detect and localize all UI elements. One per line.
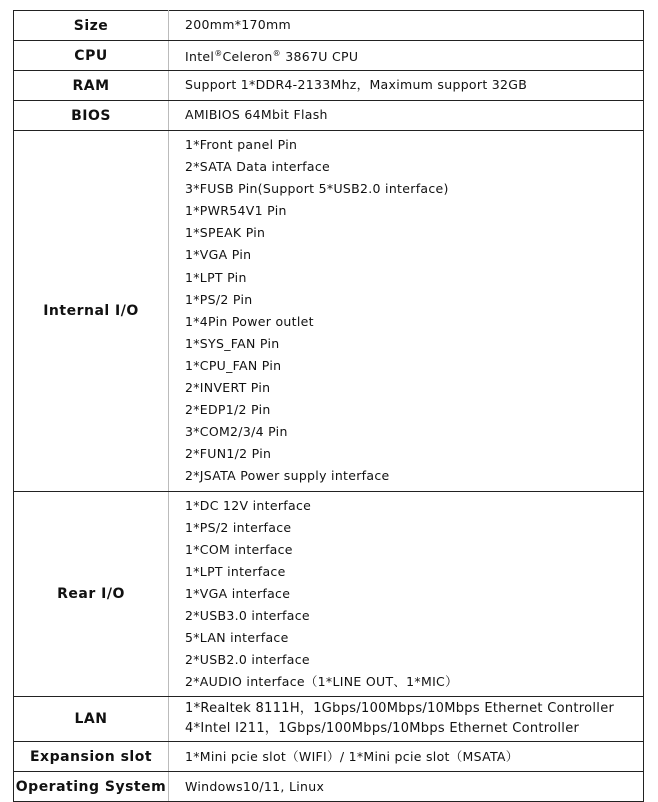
spec-value-line: 1*Realtek 8111H，1Gbps/100Mbps/10Mbps Ethernet Controller [185, 701, 615, 717]
spec-value-line: Support 1*DDR4-2133Mhz，Maximum support 32GB [185, 77, 528, 93]
spec-value [169, 71, 644, 101]
spec-value [169, 697, 644, 742]
registered-mark: ® [272, 48, 281, 58]
spec-value-line: 2*USB2.0 interface [185, 652, 310, 668]
cpu-value-line [185, 43, 643, 68]
spec-value [169, 742, 644, 772]
spec-value-line: 1*Mini pcie slot（WIFI）/ 1*Mini pcie slot（MSATA） [185, 748, 519, 764]
spec-row-bios [14, 101, 644, 131]
spec-value-line: 1*COM interface [185, 541, 293, 557]
spec-row-rear-io [14, 491, 644, 697]
spec-row-internal-io [14, 131, 644, 492]
spec-table [13, 10, 644, 802]
spec-value-line: 1*PS/2 interface [185, 519, 292, 535]
spec-value-line: 1*LPT Pin [185, 269, 247, 285]
spec-label: Internal I/O [14, 131, 169, 492]
spec-value-line: 2*SATA Data interface [185, 159, 331, 175]
spec-row-operating-system [14, 772, 644, 802]
cpu-line: Celeron [222, 49, 273, 65]
spec-label: LAN [14, 697, 169, 742]
spec-label: BIOS [14, 101, 169, 131]
spec-value-line: 1*LPT interface [185, 563, 286, 579]
spec-value-line: 1*Front panel Pin [185, 137, 298, 152]
spec-value-line: 1*CPU_FAN Pin [185, 357, 282, 373]
spec-value-line: AMIBIOS 64Mbit Flash [185, 107, 328, 123]
spec-value-line: 1*VGA Pin [185, 247, 252, 263]
spec-label: Operating System [14, 772, 169, 802]
spec-value-line: 2*USB3.0 interface [185, 607, 310, 623]
cpu-brand: Intel [185, 49, 215, 65]
spec-value-line: 1*PWR54V1 Pin [185, 203, 287, 219]
spec-value-line: 1*4Pin Power outlet [185, 313, 314, 329]
spec-row-size [14, 11, 644, 41]
spec-value-line: 200mm*170mm [185, 17, 291, 33]
spec-value [169, 11, 644, 41]
spec-value-line: 2*FUN1/2 Pin [185, 446, 272, 462]
spec-value [169, 41, 644, 71]
spec-label: Size [14, 11, 169, 41]
spec-row-cpu [14, 41, 644, 71]
spec-value [169, 491, 644, 697]
spec-row-lan [14, 697, 644, 742]
spec-value-line: 2*EDP1/2 Pin [185, 402, 271, 418]
spec-value [169, 131, 644, 492]
spec-value-line: 3*FUSB Pin(Support 5*USB2.0 interface) [185, 181, 449, 197]
spec-value-line: 2*JSATA Power supply interface [185, 468, 390, 484]
spec-label: Expansion slot [14, 742, 169, 772]
spec-value-line: 5*LAN interface [185, 630, 289, 646]
spec-value [169, 772, 644, 802]
spec-value-line: 1*DC 12V interface [185, 497, 312, 513]
spec-value-line: 1*SYS_FAN Pin [185, 335, 280, 351]
spec-row-expansion-slot [14, 742, 644, 772]
spec-label: Rear I/O [14, 491, 169, 697]
spec-value-line: 2*INVERT Pin [185, 380, 271, 396]
spec-value-line: 1*PS/2 Pin [185, 291, 253, 307]
spec-value-line: 1*SPEAK Pin [185, 225, 266, 241]
spec-row-ram [14, 71, 644, 101]
spec-value-line: 4*Intel I211，1Gbps/100Mbps/10Mbps Ethernet Controller [185, 721, 580, 737]
spec-value-line: Windows10/11, Linux [185, 778, 325, 794]
spec-label: RAM [14, 71, 169, 101]
cpu-model: 3867U CPU [285, 49, 359, 65]
registered-mark: ® [214, 48, 223, 58]
spec-value-line: 2*AUDIO interface（1*LINE OUT、1*MIC） [185, 674, 458, 690]
spec-value-line: 3*COM2/3/4 Pin [185, 424, 288, 440]
spec-label: CPU [14, 41, 169, 71]
spec-value-line: 1*VGA interface [185, 585, 291, 601]
spec-value [169, 101, 644, 131]
